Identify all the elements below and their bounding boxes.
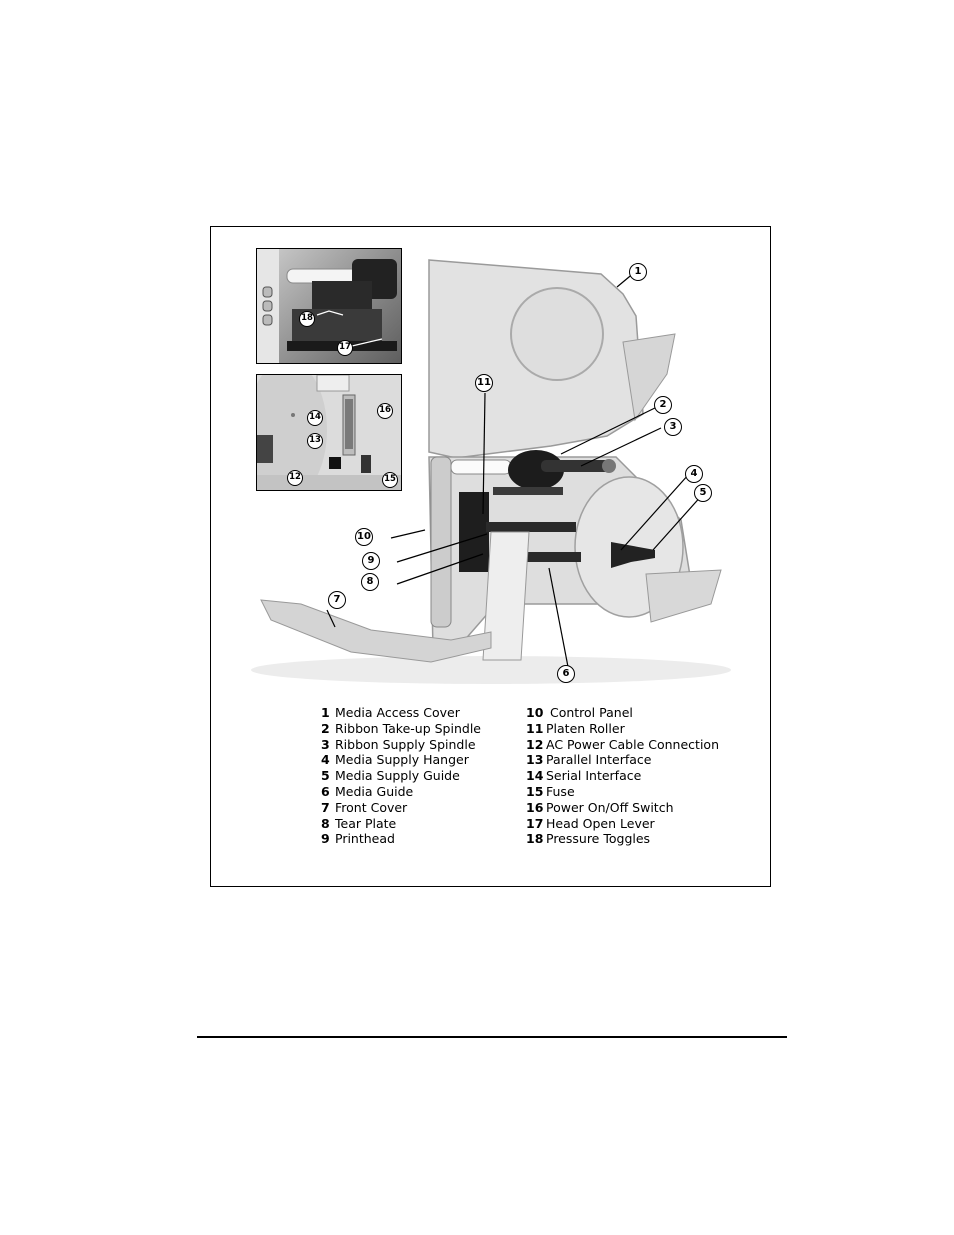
- legend-number: 3: [321, 736, 330, 752]
- callout-12: 12: [287, 470, 303, 486]
- legend-label: Front Cover: [335, 799, 408, 815]
- legend-number: 7: [321, 799, 330, 815]
- legend-item: [526, 768, 719, 784]
- legend-item: [321, 752, 481, 768]
- legend-label: Serial Interface: [546, 768, 642, 784]
- callout-3: 3: [664, 418, 682, 436]
- legend-number: 12: [526, 736, 544, 752]
- legend-number: 17: [526, 815, 544, 831]
- legend-item: [321, 705, 481, 721]
- legend-label: Fuse: [546, 783, 575, 799]
- legend-item: [321, 816, 481, 832]
- legend-number: 11: [526, 720, 544, 736]
- legend-item: [321, 768, 481, 784]
- legend-number: 5: [321, 768, 330, 784]
- legend-label: Media Supply Hanger: [335, 752, 469, 768]
- legend-number: 1: [321, 705, 330, 720]
- legend-item: [321, 831, 481, 847]
- legend-item: [526, 737, 719, 753]
- figure-frame: [210, 226, 771, 887]
- legend-label: Printhead: [335, 831, 395, 847]
- callout-16: 16: [377, 403, 393, 419]
- callout-15: 15: [382, 472, 398, 488]
- callout-17: 17: [337, 340, 353, 356]
- legend-label: Ribbon Take-up Spindle: [335, 720, 481, 736]
- legend-column-right: [526, 705, 719, 847]
- legend-number: 18: [526, 831, 544, 847]
- callout-1: 1: [629, 263, 647, 281]
- legend-item: [321, 800, 481, 816]
- callout-18: 18: [299, 311, 315, 327]
- footer-rule: [197, 1036, 787, 1038]
- legend-number: 6: [321, 783, 330, 799]
- legend-label: Tear Plate: [335, 815, 397, 831]
- callout-4: 4: [685, 465, 703, 483]
- legend-number: 13: [526, 752, 544, 768]
- legend-label: Media Access Cover: [335, 705, 460, 720]
- callout-5: 5: [694, 484, 712, 502]
- legend-item: [526, 816, 719, 832]
- printer-illustration: [251, 252, 751, 697]
- legend-item: [526, 721, 719, 737]
- callout-10: 10: [355, 528, 373, 546]
- legend-label: Head Open Lever: [546, 815, 655, 831]
- legend-number: 10: [526, 705, 544, 720]
- callout-14: 14: [307, 410, 323, 426]
- legend-item: [526, 831, 719, 847]
- legend-number: 15: [526, 783, 544, 799]
- legend-label: Media Guide: [335, 783, 414, 799]
- legend-label: Pressure Toggles: [546, 831, 651, 847]
- legend-item: [526, 752, 719, 768]
- legend-label: Media Supply Guide: [335, 768, 460, 784]
- callout-9: 9: [362, 552, 380, 570]
- legend-label: Power On/Off Switch: [546, 799, 674, 815]
- callout-6: 6: [557, 665, 575, 683]
- legend-item: [321, 784, 481, 800]
- legend-label: Ribbon Supply Spindle: [335, 736, 476, 752]
- legend-item: [526, 705, 719, 721]
- legend-number: 2: [321, 720, 330, 736]
- legend-number: 9: [321, 831, 330, 847]
- callout-11: 11: [475, 374, 493, 392]
- legend-number: 16: [526, 799, 544, 815]
- legend-item: [526, 784, 719, 800]
- legend-label: Platen Roller: [546, 720, 625, 736]
- callout-8: 8: [361, 573, 379, 591]
- legend-item: [526, 800, 719, 816]
- legend-item: [321, 721, 481, 737]
- legend-label: Parallel Interface: [546, 752, 652, 768]
- legend-number: 14: [526, 768, 544, 784]
- callout-2: 2: [654, 396, 672, 414]
- legend-item: [321, 737, 481, 753]
- legend-label: AC Power Cable Connection: [546, 736, 719, 752]
- legend-number: 4: [321, 752, 330, 768]
- legend-number: 8: [321, 815, 330, 831]
- callout-13: 13: [307, 433, 323, 449]
- callout-7: 7: [328, 591, 346, 609]
- legend-column-left: [321, 705, 481, 847]
- legend-label: Control Panel: [546, 705, 633, 720]
